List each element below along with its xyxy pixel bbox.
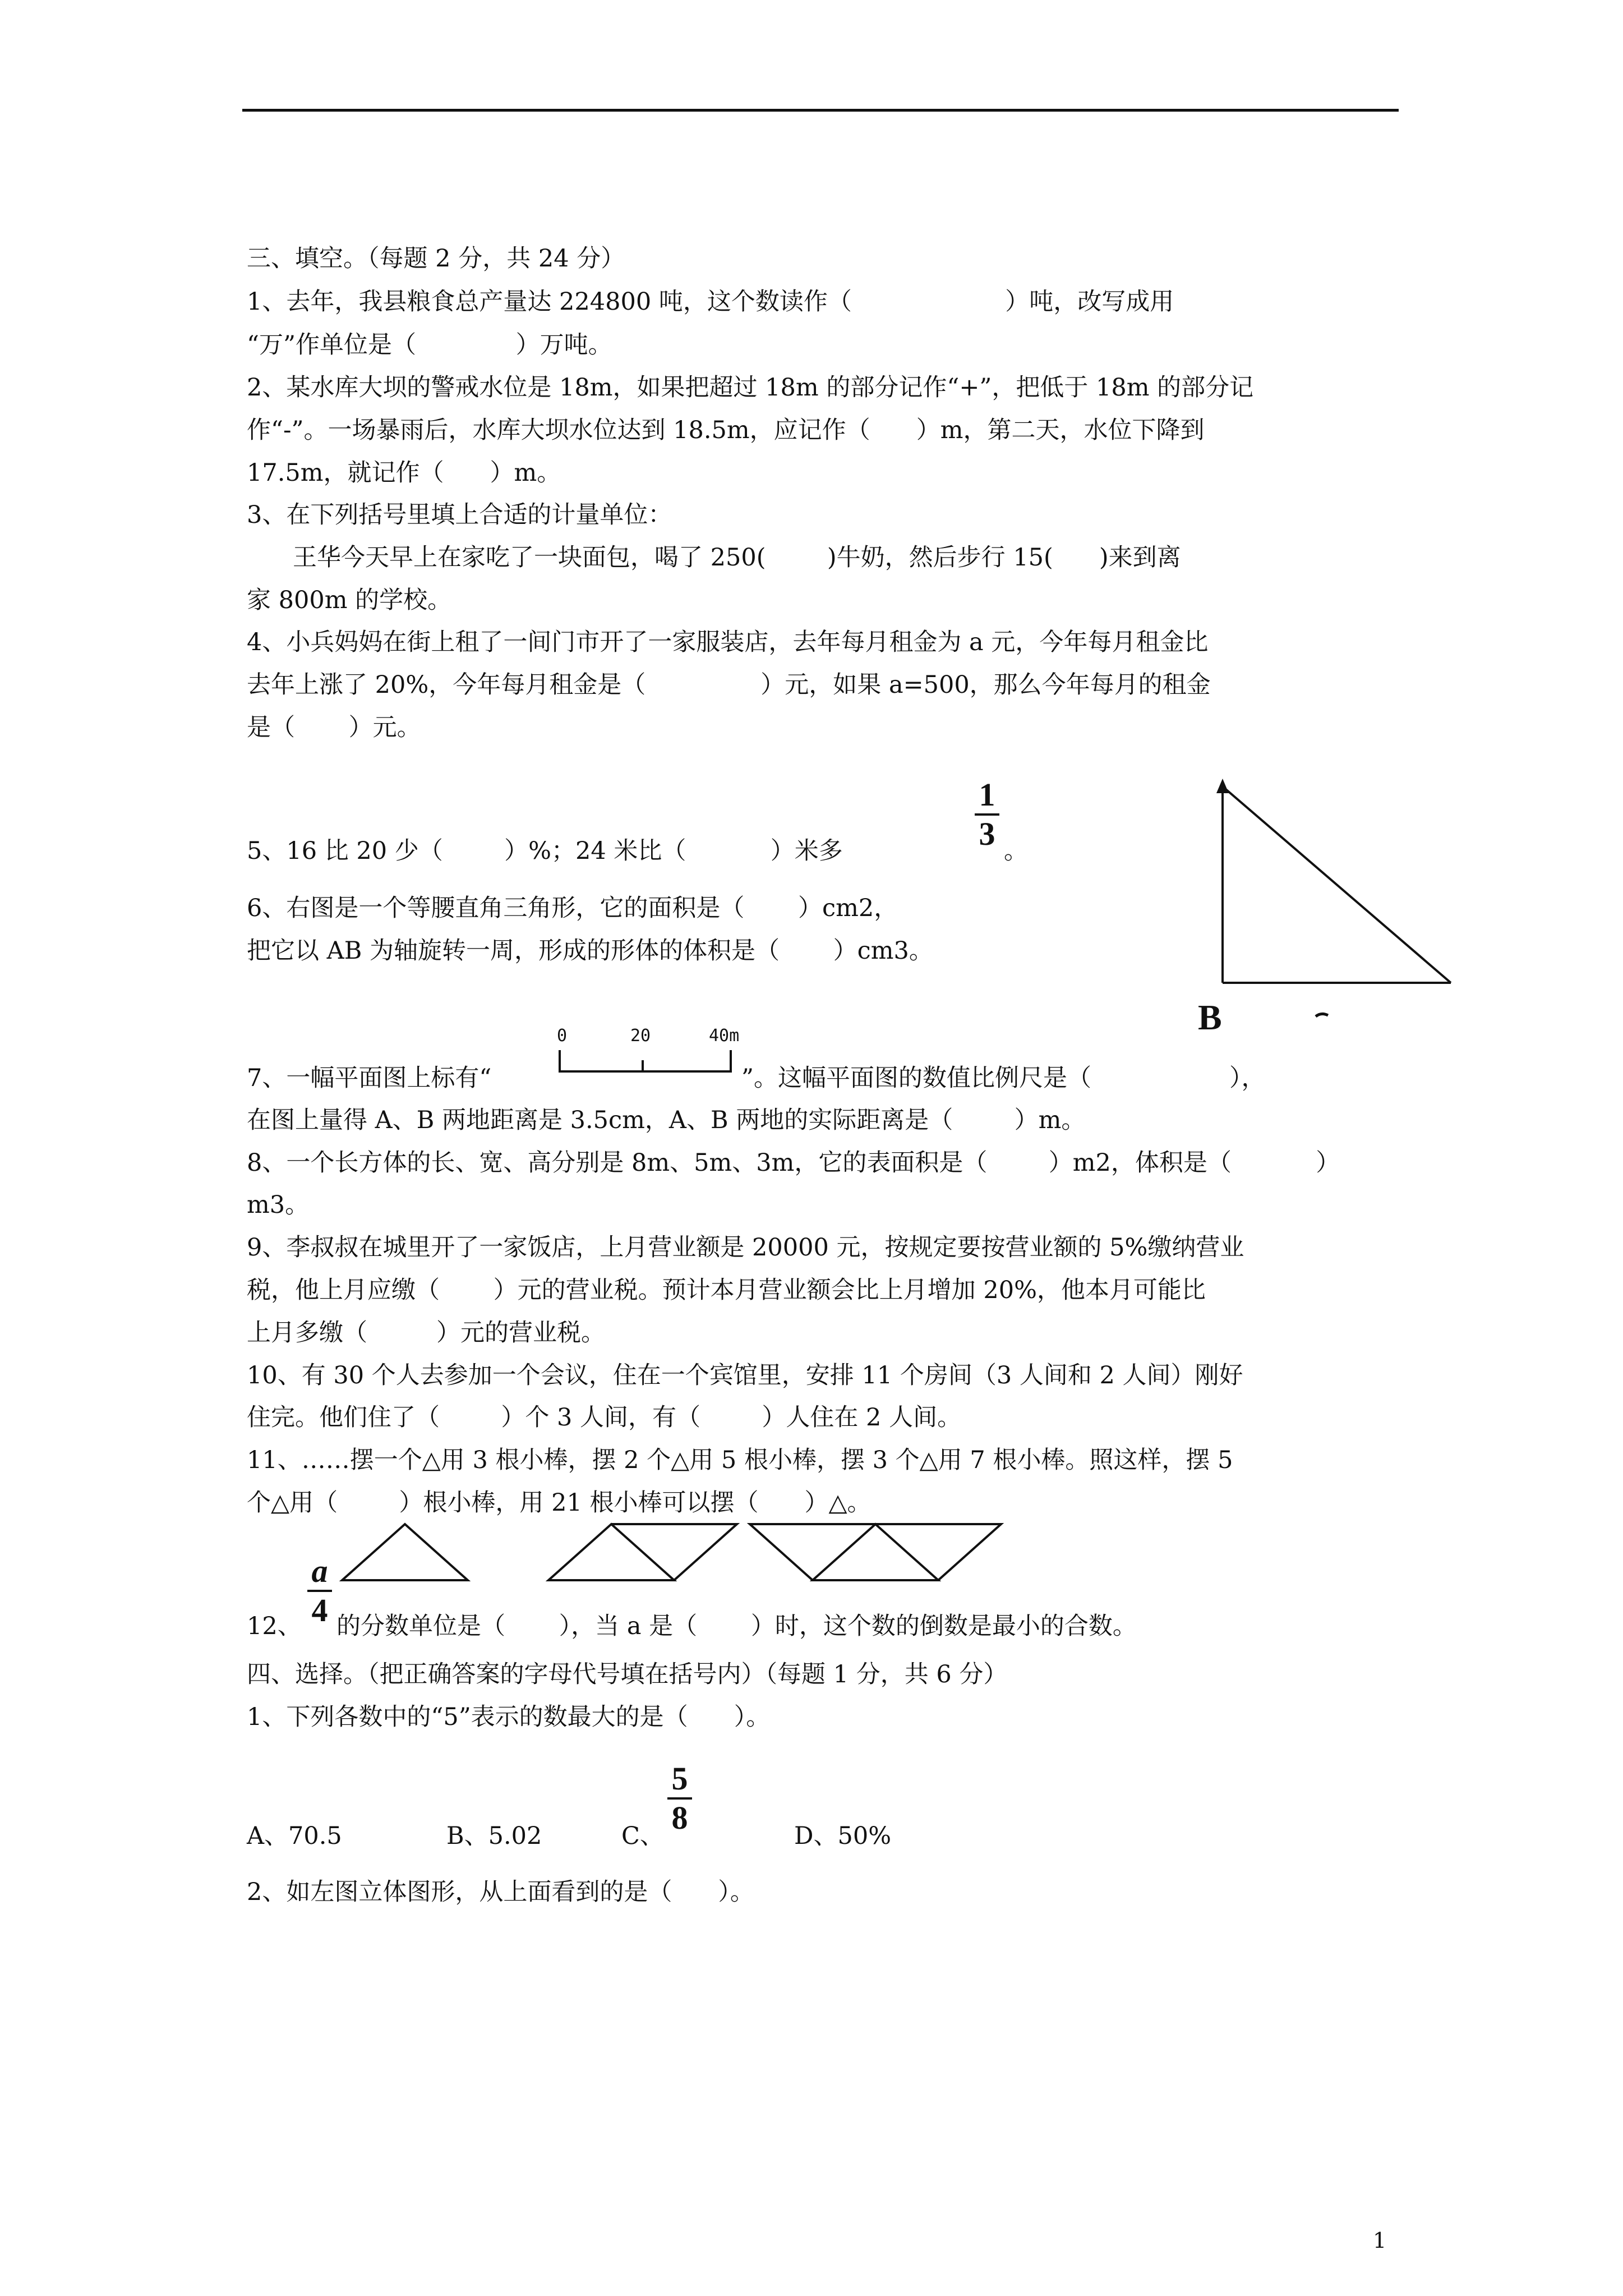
q5-fraction-denominator: 3 bbox=[979, 816, 995, 852]
q6-line2: 把它以 AB 为轴旋转一周，形成的形体的体积是（ ）cm3。 bbox=[247, 937, 933, 965]
s4-q1-option-d: D、50% bbox=[794, 1822, 892, 1850]
q10-line2: 住完。他们住了（ ）个 3 人间，有（ ）人住在 2 人间。 bbox=[247, 1404, 962, 1432]
matchstick-triangles-figure bbox=[336, 1503, 1133, 1588]
q3-line1: 3、在下列括号里填上合适的计量单位： bbox=[247, 501, 672, 529]
q5-text: 5、16 比 20 少（ ）%；24 米比（ ）米多 bbox=[247, 837, 843, 865]
q2-line2: 作“-”。一场暴雨后，水库大坝水位达到 18.5m，应记作（ ）m，第二天，水位下降到 bbox=[247, 416, 1205, 444]
q11-line1: 11、……摆一个△用 3 根小棒，摆 2 个△用 5 根小棒，摆 3 个△用 7 根小棒。照这样，摆 5 bbox=[247, 1446, 1233, 1474]
s4-q1-option-b: B、5.02 bbox=[446, 1822, 542, 1850]
q7-line1-b: ”。这幅平面图的数值比例尺是（ ）， bbox=[741, 1064, 1266, 1092]
q12-prefix: 12、 bbox=[247, 1612, 302, 1640]
right-triangle-figure bbox=[1206, 774, 1464, 1010]
triangle-hypotenuse bbox=[1223, 786, 1451, 983]
q5-fraction-numerator: 1 bbox=[979, 776, 995, 813]
q7-line2: 在图上量得 A、B 两地距离是 3.5cm，A、B 两地的实际距离是（ ）m。 bbox=[247, 1106, 1086, 1134]
q1-line1: 1、去年，我县粮食总产量达 224800 吨，这个数读作（ ）吨，改写成用 bbox=[247, 288, 1174, 316]
scale-label-0: 0 bbox=[557, 1026, 568, 1046]
tilde-mark bbox=[1316, 1014, 1328, 1016]
scale-bar bbox=[558, 1048, 737, 1076]
q3-line2: 王华今天早上在家吃了一块面包，喝了 250( )牛奶，然后步行 15( )来到离 bbox=[247, 544, 1181, 572]
triangle-group-3a bbox=[813, 1524, 938, 1580]
section-4-heading: 四、选择。（把正确答案的字母代号填在括号内）（每题 1 分，共 6 分） bbox=[247, 1660, 1008, 1688]
q7-line1-a: 7、一幅平面图上标有“ bbox=[247, 1064, 492, 1092]
q1-line2: “万”作单位是（ ）万吨。 bbox=[247, 331, 612, 359]
q9-line1: 9、李叔叔在城里开了一家饭店，上月营业额是 20000 元，按规定要按营业额的 5%缴纳营业 bbox=[247, 1234, 1244, 1262]
triangle-group-1 bbox=[342, 1524, 468, 1580]
header-rule bbox=[242, 109, 1399, 112]
q9-line3: 上月多缴（ ）元的营业税。 bbox=[247, 1319, 606, 1347]
q9-line2: 税，他上月应缴（ ）元的营业税。预计本月营业额会比上月增加 20%，他本月可能比 bbox=[247, 1276, 1206, 1304]
option-c-numerator: 5 bbox=[671, 1760, 688, 1797]
s4-q1-option-a: A、70.5 bbox=[247, 1822, 342, 1850]
q8-line2: m3。 bbox=[247, 1191, 310, 1219]
q6-line1: 6、右图是一个等腰直角三角形，它的面积是（ ）cm2， bbox=[247, 894, 898, 922]
s4-q1-option-c-fraction bbox=[667, 1761, 692, 1835]
s4-q1-stem: 1、下列各数中的“5”表示的数最大的是（ ）。 bbox=[247, 1703, 771, 1731]
triangle-group-2b bbox=[611, 1524, 737, 1580]
q8-line1: 8、一个长方体的长、宽、高分别是 8m、5m、3m，它的表面积是（ ）m2，体积是（ ） bbox=[247, 1149, 1340, 1177]
q12-text: 的分数单位是（ ），当 a 是（ ）时，这个数的倒数是最小的合数。 bbox=[336, 1612, 1137, 1640]
q12-fraction-denominator: 4 bbox=[311, 1592, 328, 1628]
page-number: 1 bbox=[1373, 2228, 1387, 2253]
q12-fraction bbox=[307, 1554, 332, 1628]
option-c-denominator: 8 bbox=[671, 1800, 688, 1836]
scale-label-20: 20 bbox=[630, 1026, 651, 1046]
q4-line2: 去年上涨了 20%，今年每月租金是（ ）元，如果 a=500，那么今年每月的租金 bbox=[247, 671, 1211, 699]
q2-line3: 17.5m，就记作（ ）m。 bbox=[247, 459, 561, 487]
s4-q1-option-c: C、 bbox=[621, 1822, 664, 1850]
q5-tail: 。 bbox=[1004, 837, 1028, 865]
q3-line3: 家 800m 的学校。 bbox=[247, 586, 452, 614]
s4-q2-stem: 2、如左图立体图形，从上面看到的是（ ）。 bbox=[247, 1878, 754, 1906]
q5-fraction bbox=[975, 777, 999, 852]
q11-line2: 个△用（ ）根小棒，用 21 根小棒可以摆（ ）△。 bbox=[247, 1489, 872, 1517]
q4-line1: 4、小兵妈妈在街上租了一间门市开了一家服装店，去年每月租金为 a 元，今年每月租金比 bbox=[247, 628, 1209, 656]
q10-line1: 10、有 30 个人去参加一个会议，住在一个宾馆里，安排 11 个房间（3 人间和 2 人间）刚好 bbox=[247, 1361, 1243, 1389]
triangle-group-3b bbox=[875, 1524, 1001, 1580]
q4-line3: 是（ ）元。 bbox=[247, 714, 421, 742]
triangle-group-2a bbox=[548, 1524, 674, 1580]
q2-line1: 2、某水库大坝的警戒水位是 18m，如果把超过 18m 的部分记作“+”，把低于 18m 的部分记 bbox=[247, 374, 1254, 402]
triangle-group-3c bbox=[750, 1524, 875, 1580]
section-3-heading: 三、填空。（每题 2 分，共 24 分） bbox=[247, 245, 625, 273]
scale-label-40m: 40m bbox=[709, 1026, 740, 1046]
triangle-label-b: B bbox=[1198, 997, 1222, 1037]
q12-fraction-numerator: a bbox=[311, 1553, 328, 1589]
